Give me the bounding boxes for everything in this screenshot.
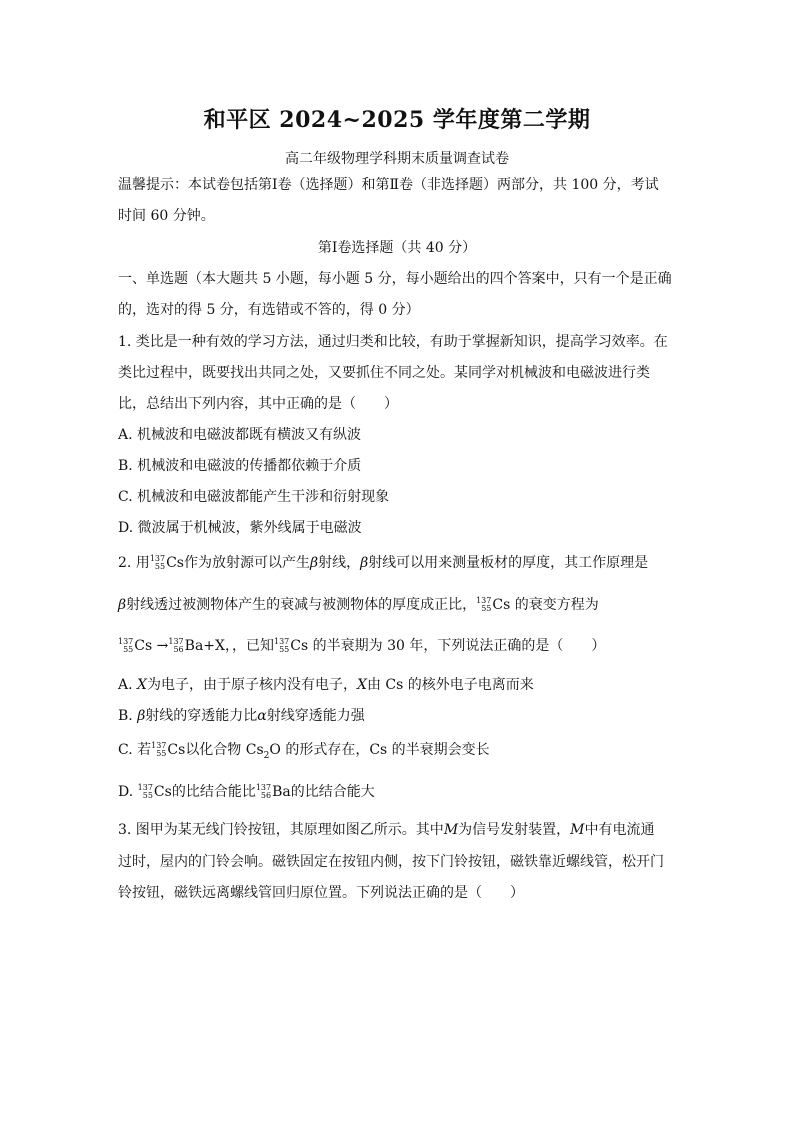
section-1-instructions-1: 一、单选题（本大题共 5 小题，每小题 5 分，每小题给出的四个答案中，只有一个是正确: [118, 271, 672, 287]
cs-isotope: 137 55: [137, 783, 153, 800]
ba-isotope: 137 56: [255, 783, 272, 800]
q2-option-text: 的比结合能比: [171, 784, 256, 800]
m-symbol: M: [570, 822, 585, 838]
q2-text: 作为放射源可以产生: [184, 555, 310, 571]
q1-stem-line-1: 1. 类比是一种有效的学习方法，通过归类和比较，有助于掌握新知识，提高学习效率。在: [118, 334, 668, 350]
cs-isotope: 137 55: [149, 554, 166, 571]
cs-symbol: Cs: [166, 555, 184, 571]
ba-symbol: Ba: [272, 784, 291, 800]
arrow-symbol: →: [152, 638, 169, 654]
cs-isotope: 137 55: [151, 741, 167, 758]
q2-option-text: O 的形式存在，Cs 的半衰期会变长: [269, 742, 490, 758]
q2-option-a: [118, 675, 534, 695]
q2-option-text: 由 Cs 的核外电子电离而来: [366, 677, 534, 693]
cs-symbol: Cs: [290, 638, 309, 654]
beta-symbol: β: [118, 597, 127, 613]
x-symbol: X: [356, 677, 367, 693]
q2-option-label: D.: [118, 784, 138, 800]
alpha-symbol: α: [257, 708, 267, 724]
m-symbol: M: [443, 822, 459, 838]
q2-option-text: 射线穿透能力强: [266, 708, 365, 724]
ba-symbol: Ba: [184, 638, 204, 654]
beta-symbol: β: [137, 708, 146, 724]
q2-text: +X，，已知: [203, 638, 274, 654]
q3-text: 中有电流通: [584, 822, 655, 838]
q2-option-text: 为电子，由于原子核内没有电子，: [146, 677, 357, 693]
q2-stem-line-1: [118, 553, 648, 573]
q1-option-d: D. 微波属于机械波，紫外线属于电磁波: [118, 520, 362, 536]
q2-text: 射线可以用来测量板材的厚度，其工作原理是: [368, 555, 649, 571]
q2-text: 射线，: [318, 555, 361, 571]
q2-option-c: [118, 740, 490, 766]
ba-isotope: 137 56: [168, 637, 184, 654]
notice-line-2: 时间 60 分钟。: [118, 208, 215, 224]
section-1-title: 第Ⅰ卷选择题（共 40 分）: [317, 240, 477, 256]
cs-isotope: 137 55: [476, 596, 492, 613]
q2-option-label: B.: [118, 708, 138, 724]
page-subtitle: 高二年级物理学科期末质量调查试卷: [285, 151, 509, 167]
q1-option-b: B. 机械波和电磁波的传播都依赖于介质: [118, 458, 362, 474]
cs-isotope: 137 55: [118, 637, 134, 654]
q2-text: 射线透过被测物体产生的衰减与被测物体的厚度成正比，: [126, 597, 477, 613]
beta-symbol: β: [360, 555, 369, 571]
q2-decay-equation-line: [118, 636, 605, 656]
q2-option-label: C. 若: [118, 742, 152, 758]
cs-symbol: Cs: [167, 742, 186, 758]
q2-stem-line-2: [118, 595, 599, 615]
q2-text: 的衰变方程为: [510, 597, 599, 613]
cs-isotope: 137 55: [274, 637, 290, 654]
q3-stem-line-1: [118, 820, 655, 840]
beta-symbol: β: [310, 555, 319, 571]
q3-stem-line-3: 铃按钮，磁铁远离螺线管回归原位置。下列说法正确的是（ ）: [118, 885, 524, 901]
q2-option-label: A.: [118, 677, 138, 693]
cs-symbol: Cs: [153, 784, 172, 800]
x-symbol: X: [137, 677, 147, 693]
q2-option-d: [118, 782, 375, 802]
q2-option-text: 以化合物 Cs: [185, 742, 264, 758]
cs-symbol: Cs: [492, 597, 511, 613]
cs-symbol: Cs: [134, 638, 153, 654]
q1-option-c: C. 机械波和电磁波都能产生干涉和衍射现象: [118, 489, 390, 505]
cs2o-subscript: 2: [263, 750, 270, 761]
q3-stem-line-2: 过时，屋内的门铃会响。磁铁固定在按钮内侧，按下门铃按钮，磁铁靠近螺线管，松开门: [118, 854, 664, 870]
notice-line-1: 温馨提示：本试卷包括第Ⅰ卷（选择题）和第Ⅱ卷（非选择题）两部分，共 100 分，考试: [118, 177, 659, 193]
q2-text: 2. 用: [118, 555, 150, 571]
q3-text: 为信号发射装置，: [458, 822, 571, 838]
q2-option-text: 的比结合能大: [290, 784, 375, 800]
q2-text: 的半衰期为 30 年，下列说法正确的是（ ）: [308, 638, 606, 654]
q1-stem-line-2: 类比过程中，既要找出共同之处，又要抓住不同之处。某同学对机械波和电磁波进行类: [118, 365, 650, 381]
page-title: 和平区 2024~2025 学年度第二学期: [203, 107, 591, 133]
q3-text: 3. 图甲为某无线门铃按钮，其原理如图乙所示。其中: [118, 822, 444, 838]
q2-option-b: [118, 706, 365, 726]
q2-option-text: 射线的穿透能力比: [145, 708, 258, 724]
q1-stem-line-3: 比，总结出下列内容，其中正确的是（ ）: [118, 396, 398, 412]
section-1-instructions-2: 的，选对的得 5 分，有选错或不答的，得 0 分）: [118, 302, 420, 318]
q1-option-a: A. 机械波和电磁波都既有横波又有纵波: [118, 427, 362, 443]
